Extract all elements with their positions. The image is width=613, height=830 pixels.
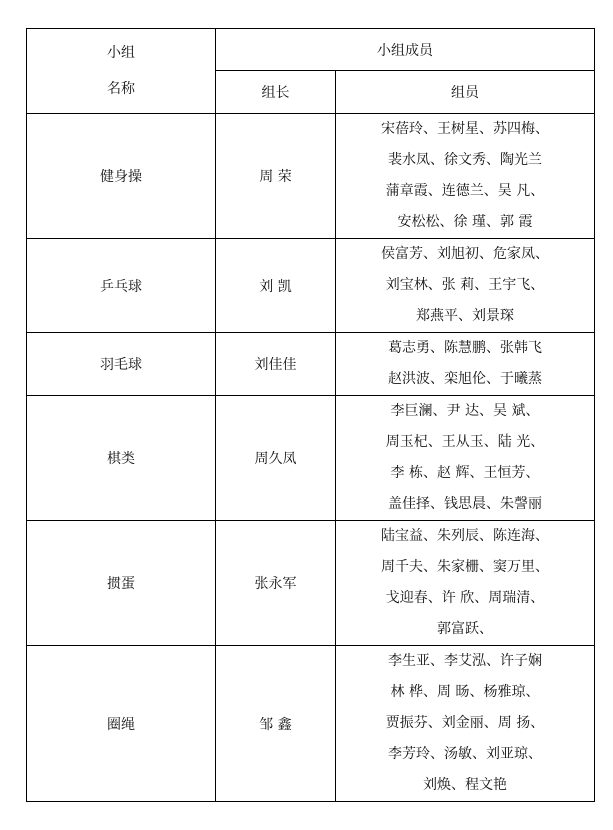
group-leader-cell: 邹 鑫 (216, 646, 336, 802)
member-line: 郭富跃、 (437, 621, 493, 637)
group-leader-cell: 刘佳佳 (216, 333, 336, 396)
group-row (27, 114, 595, 239)
member-line: 周千夫、朱家栅、窦万里、 (381, 559, 549, 575)
group-leader-cell: 刘 凯 (216, 239, 336, 333)
member-line: 刘宝林、张 莉、王宇飞、 (385, 277, 545, 293)
group-row (27, 333, 595, 396)
group-members-table (26, 28, 595, 802)
group-row (27, 396, 595, 521)
leader-header: 组长 (216, 71, 336, 114)
member-line: 贾振芬、刘金丽、周 扬、 (385, 715, 545, 731)
group-members-cell (336, 114, 595, 239)
group-leader-cell: 周久凤 (216, 396, 336, 521)
group-name-header (27, 29, 216, 114)
member-line: 李生亚、李艾泓、许子娴 (388, 653, 542, 669)
members-header: 小组成员 (216, 29, 595, 71)
member-line: 郑燕平、刘景琛 (416, 308, 514, 324)
member-line: 宋蓓玲、王树星、苏四梅、 (381, 121, 549, 137)
member-line: 裴水凤、徐文秀、陶光兰 (388, 152, 542, 168)
group-leader-cell: 周 荣 (216, 114, 336, 239)
member-line: 侯富芳、刘旭初、危家凤、 (381, 246, 549, 262)
group-members-cell (336, 239, 595, 333)
group-name-cell: 圈绳 (27, 646, 216, 802)
group-name-cell: 健身操 (27, 114, 216, 239)
group-rows (27, 114, 595, 802)
group-members-cell (336, 396, 595, 521)
group-members-cell (336, 646, 595, 802)
group-leader-cell: 张永军 (216, 521, 336, 646)
group-name-header-line1: 小组 (107, 45, 135, 61)
member-line: 李芳玲、汤敏、刘亚琼、 (388, 746, 542, 762)
group-members-cell (336, 521, 595, 646)
group-name-cell: 棋类 (27, 396, 216, 521)
group-name-cell: 掼蛋 (27, 521, 216, 646)
member-line: 陆宝益、朱列辰、陈连海、 (381, 528, 549, 544)
group-members-cell (336, 333, 595, 396)
group-name-cell: 羽毛球 (27, 333, 216, 396)
member-line: 林 桦、周 旸、杨雅琼、 (390, 684, 540, 700)
member-line: 安松松、徐 瑾、郭 霞 (397, 214, 533, 230)
member-line: 周玉杞、王从玉、陆 光、 (385, 434, 545, 450)
group-row (27, 646, 595, 802)
member-line: 蒲章霞、连德兰、吴 凡、 (385, 183, 545, 199)
group-row (27, 239, 595, 333)
member-header: 组员 (336, 71, 595, 114)
member-line: 葛志勇、陈慧鹏、张韩飞 (388, 340, 542, 356)
member-line: 盖佳择、钱思晨、朱謦丽 (388, 496, 542, 512)
header-row-top (27, 29, 595, 71)
member-line: 戈迎春、许 欣、周瑞清、 (385, 590, 545, 606)
group-name-header-line2: 名称 (107, 81, 135, 97)
member-line: 赵洪波、栾旭伦、于曦蒸 (388, 371, 542, 387)
member-line: 李巨澜、尹 达、吴 斌、 (390, 403, 540, 419)
member-line: 李 栋、赵 辉、王恒芳、 (390, 465, 540, 481)
group-name-cell: 乒乓球 (27, 239, 216, 333)
member-line: 刘焕、程文艳 (423, 777, 507, 793)
group-row (27, 521, 595, 646)
